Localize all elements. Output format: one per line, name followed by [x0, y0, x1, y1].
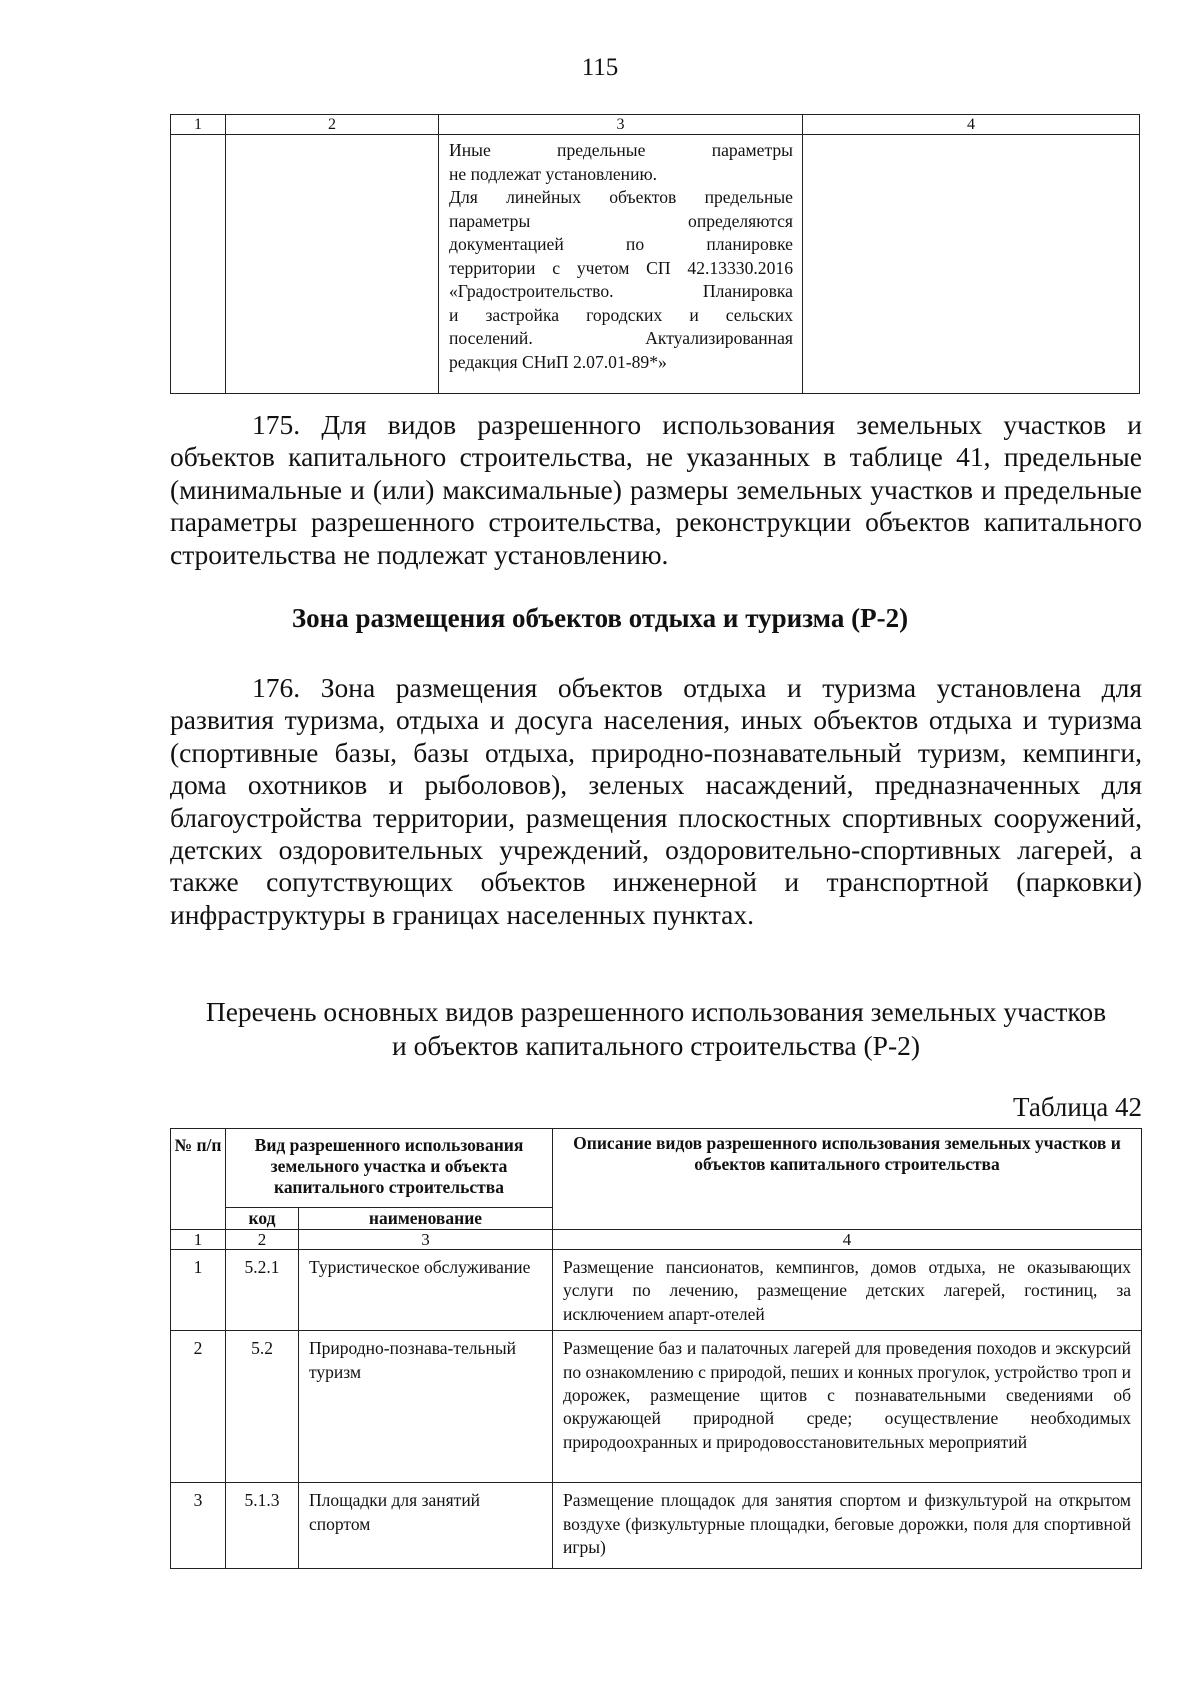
table-row: [171, 1483, 1142, 1569]
continuation-text-line: «Градостроительство. Планировка: [449, 281, 793, 301]
header-description: Описание видов разрешенного использования земельных участков и объектов капитального строительства: [553, 1129, 1142, 1230]
continuation-cell-empty: [803, 135, 1140, 394]
continuation-header-cell: 4: [803, 115, 1140, 135]
continuation-text-line: не подлежат установлению.: [449, 163, 658, 184]
header-num: № п/п: [171, 1129, 226, 1230]
row-description: Размещение баз и палаточных лагерей для проведения походов и экскурсий по ознакомлению с природой, пеших и конных прогулок, устройство троп и дорожек, размещение щитов с познавательными сведениями об окружающей природной среде; осуществление необходимых природоохранных и природовосстановительных мероприятий: [553, 1331, 1142, 1483]
row-code: 5.2: [226, 1331, 299, 1483]
continuation-cell-empty: [171, 135, 226, 394]
row-code: 5.2.1: [226, 1250, 299, 1331]
row-name: Туристическое обслуживание: [299, 1250, 553, 1331]
continuation-text-line: редакция СНиП 2.07.01-89*»: [449, 351, 667, 372]
paragraph-176: [170, 672, 1142, 931]
continuation-text-line: Для линейных объектов предельные: [449, 187, 793, 207]
index-cell: 1: [171, 1230, 226, 1250]
row-description: Размещение площадок для занятия спортом и физкультурой на открытом воздухе (физкультурные площадки, беговые дорожки, поля для спортивной игры): [553, 1483, 1142, 1569]
paragraph-text: Для видов разрешенного использования земельных участков и объектов капитального строительства, не указанных в таблице 41, предельные (минимальные и (или) максимальные) размеры земельных участков и предельные параметры разрешенного строительства, реконструкции объектов капитального строительства не подлежат установлению.: [170, 409, 1143, 570]
continuation-header-cell: 2: [226, 115, 439, 135]
continuation-text-line: поселений. Актуализированная: [449, 328, 793, 348]
list-title-line: и объектов капитального строительства (Р-2): [391, 1030, 921, 1061]
row-description: Размещение пансионатов, кемпингов, домов отдыха, не оказывающих услуги по лечению, размещение детских лагерей, гостиниц, за исключением апарт-отелей: [553, 1250, 1142, 1331]
table-header-row: [171, 1129, 1142, 1208]
continuation-cell-text: [439, 135, 803, 394]
continuation-text-line: территории с учетом СП 42.13330.2016: [449, 257, 793, 278]
row-code: 5.1.3: [226, 1483, 299, 1569]
table-row: [171, 1331, 1142, 1483]
row-num: 2: [171, 1331, 226, 1483]
row-num: 3: [171, 1483, 226, 1569]
continuation-cell-empty: [226, 135, 439, 394]
paragraph-number: 175.: [252, 409, 301, 440]
continuation-text-line: Иные предельные параметры: [449, 140, 793, 160]
continuation-table: [170, 114, 1140, 394]
paragraph-175: [170, 409, 1142, 571]
row-name: Площадки для занятий спортом: [299, 1483, 553, 1569]
list-title-line: Перечень основных видов разрешенного использования земельных участков: [205, 996, 1107, 1027]
page-number: 115: [581, 54, 619, 81]
table-row: [171, 1250, 1142, 1331]
header-code: код: [226, 1208, 299, 1230]
row-name: Природно-познава-тельный туризм: [299, 1331, 553, 1483]
continuation-table-row: [171, 135, 1140, 394]
continuation-text-line: и застройка городских и сельских: [449, 304, 793, 325]
land-use-table: [170, 1128, 1142, 1569]
section-title: Зона размещения объектов отдыха и туризма (Р-2): [291, 603, 909, 633]
index-cell: 3: [299, 1230, 553, 1250]
row-num: 1: [171, 1250, 226, 1331]
index-cell: 4: [553, 1230, 1142, 1250]
continuation-text-line: документацией по планировке: [449, 234, 793, 254]
table-label: Таблица 42: [1013, 1092, 1142, 1122]
continuation-header-cell: 1: [171, 115, 226, 135]
paragraph-number: 176.: [252, 672, 301, 703]
header-kind: Вид разрешенного использования земельного участка и объекта капитального строительства: [226, 1129, 553, 1208]
continuation-header-cell: 3: [439, 115, 803, 135]
list-title: [170, 995, 1142, 1063]
paragraph-text: Зона размещения объектов отдыха и туризма установлена для развития туризма, отдыха и досуга населения, иных объектов отдыха и туризма (спортивные базы, базы отдыха, природно-познавательный туризм, кемпинги, дома охотников и рыболовов), зеленых насаждений, предназначенных для благоустройства территории, размещения плоскостных спортивных сооружений, детских оздоровительных учреждений, оздоровительно-спортивных лагерей, а также сопутствующих объектов инженерной и транспортной (парковки) инфраструктуры в границах населенных пунктах.: [170, 672, 1143, 930]
continuation-table-header-row: [171, 115, 1140, 135]
header-name: наименование: [299, 1208, 553, 1230]
index-cell: 2: [226, 1230, 299, 1250]
table-index-row: [171, 1230, 1142, 1250]
continuation-text-line: параметры определяются: [449, 210, 793, 231]
